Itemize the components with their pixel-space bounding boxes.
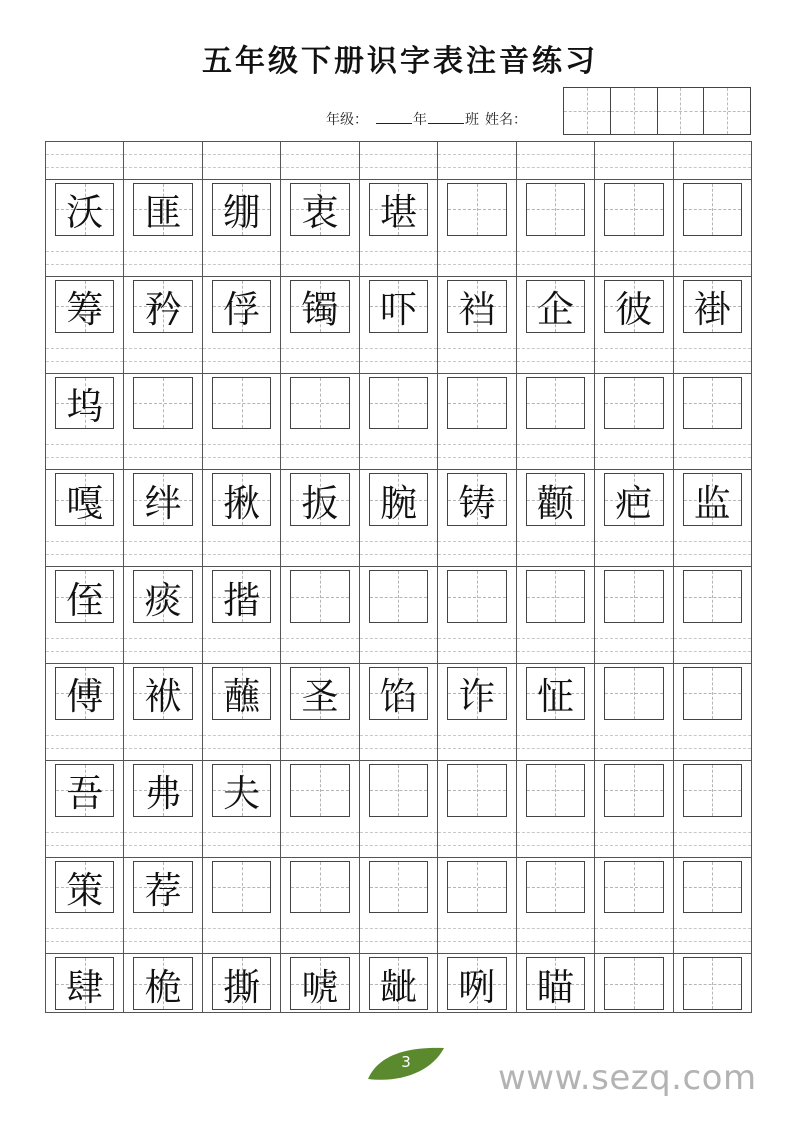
hanzi-character: 揪 <box>223 481 261 525</box>
character-cell <box>595 954 673 1013</box>
hanzi-character: 桅 <box>144 965 182 1009</box>
pinyin-cell[interactable] <box>517 723 595 760</box>
practice-row <box>46 626 751 723</box>
pinyin-cell[interactable] <box>360 626 438 663</box>
hanzi-character: 诈 <box>458 675 496 719</box>
hanzi-character <box>203 858 280 917</box>
character-row <box>46 664 751 723</box>
student-info-line <box>326 109 527 129</box>
pinyin-cell[interactable] <box>46 142 124 179</box>
practice-row <box>46 432 751 529</box>
character-cell <box>517 470 595 529</box>
hanzi-character: 颧 <box>536 481 574 525</box>
pinyin-cell[interactable] <box>203 432 281 469</box>
pinyin-cell[interactable] <box>595 336 673 373</box>
character-cell <box>281 761 359 820</box>
pinyin-cell[interactable] <box>438 916 516 953</box>
hanzi-character <box>360 374 437 433</box>
pinyin-cell[interactable] <box>203 916 281 953</box>
hanzi-character <box>674 567 751 626</box>
character-cell <box>438 761 516 820</box>
pinyin-cell[interactable] <box>674 916 751 953</box>
character-cell <box>281 470 359 529</box>
pinyin-cell[interactable] <box>674 820 751 857</box>
pinyin-cell[interactable] <box>124 142 202 179</box>
pinyin-row <box>46 529 751 567</box>
hanzi-character <box>281 567 358 626</box>
character-cell <box>674 277 751 336</box>
hanzi-character <box>281 858 358 917</box>
character-cell <box>595 664 673 723</box>
hanzi-character <box>517 567 594 626</box>
hanzi-character <box>517 858 594 917</box>
pinyin-row <box>46 820 751 858</box>
hanzi-character <box>595 180 672 239</box>
pinyin-row <box>46 432 751 470</box>
pinyin-cell[interactable] <box>46 626 124 663</box>
pinyin-cell[interactable] <box>595 820 673 857</box>
pinyin-cell[interactable] <box>674 626 751 663</box>
character-cell <box>674 374 751 433</box>
character-cell <box>281 664 359 723</box>
pinyin-cell[interactable] <box>438 626 516 663</box>
character-cell <box>674 664 751 723</box>
character-row <box>46 374 751 433</box>
hanzi-character: 咧 <box>458 965 496 1009</box>
character-cell <box>360 180 438 239</box>
pinyin-cell[interactable] <box>595 239 673 276</box>
character-cell <box>674 180 751 239</box>
pinyin-cell[interactable] <box>517 239 595 276</box>
pinyin-cell[interactable] <box>124 239 202 276</box>
class-blank[interactable] <box>428 109 464 124</box>
pinyin-cell[interactable] <box>281 626 359 663</box>
character-cell <box>438 954 516 1013</box>
hanzi-character: 弗 <box>144 772 182 816</box>
hanzi-character <box>595 954 672 1013</box>
pinyin-cell[interactable] <box>46 239 124 276</box>
hanzi-character: 筹 <box>66 288 104 332</box>
hanzi-character: 揩 <box>223 578 261 622</box>
character-cell <box>595 180 673 239</box>
hanzi-character: 圣 <box>301 675 339 719</box>
character-cell <box>203 180 281 239</box>
pinyin-cell[interactable] <box>124 529 202 566</box>
pinyin-cell[interactable] <box>46 336 124 373</box>
hanzi-character: 坞 <box>66 384 104 428</box>
pinyin-cell[interactable] <box>438 432 516 469</box>
hanzi-character: 裆 <box>458 288 496 332</box>
character-cell <box>281 858 359 917</box>
character-cell <box>674 567 751 626</box>
hanzi-character: 唬 <box>301 965 339 1009</box>
pinyin-cell[interactable] <box>46 432 124 469</box>
hanzi-character: 镯 <box>301 288 339 332</box>
hanzi-character <box>674 374 751 433</box>
hanzi-character <box>595 858 672 917</box>
pinyin-cell[interactable] <box>203 723 281 760</box>
hanzi-character <box>595 374 672 433</box>
pinyin-cell[interactable] <box>281 336 359 373</box>
hanzi-character <box>674 858 751 917</box>
character-row <box>46 180 751 239</box>
page-number: 3 <box>401 1053 411 1071</box>
pinyin-cell[interactable] <box>281 142 359 179</box>
character-cell <box>360 761 438 820</box>
hanzi-character: 嘎 <box>66 481 104 525</box>
character-cell <box>124 664 202 723</box>
character-cell <box>281 374 359 433</box>
pinyin-cell[interactable] <box>203 239 281 276</box>
pinyin-cell[interactable] <box>595 142 673 179</box>
hanzi-character: 肆 <box>66 965 104 1009</box>
hanzi-character <box>438 761 515 820</box>
pinyin-cell[interactable] <box>203 820 281 857</box>
character-cell <box>517 664 595 723</box>
practice-row <box>46 239 751 336</box>
pinyin-cell[interactable] <box>595 723 673 760</box>
pinyin-row <box>46 336 751 374</box>
character-cell <box>517 567 595 626</box>
character-cell <box>281 277 359 336</box>
character-cell <box>360 567 438 626</box>
character-cell <box>438 374 516 433</box>
name-box[interactable] <box>564 88 611 134</box>
character-row <box>46 761 751 820</box>
character-cell <box>124 180 202 239</box>
hanzi-character <box>438 180 515 239</box>
character-cell <box>46 858 124 917</box>
character-cell <box>517 858 595 917</box>
name-box[interactable] <box>704 88 750 134</box>
practice-row <box>46 916 751 1013</box>
character-cell <box>203 374 281 433</box>
character-cell <box>203 470 281 529</box>
grade-label: 年级： <box>326 112 368 128</box>
hanzi-character <box>438 374 515 433</box>
pinyin-cell[interactable] <box>674 529 751 566</box>
character-cell <box>438 567 516 626</box>
pinyin-row <box>46 626 751 664</box>
pinyin-row <box>46 723 751 761</box>
pinyin-cell[interactable] <box>360 432 438 469</box>
pinyin-cell[interactable] <box>438 142 516 179</box>
character-cell <box>46 761 124 820</box>
hanzi-character <box>674 761 751 820</box>
pinyin-cell[interactable] <box>360 916 438 953</box>
character-cell <box>203 567 281 626</box>
character-cell <box>517 277 595 336</box>
pinyin-row <box>46 916 751 954</box>
character-cell <box>46 277 124 336</box>
character-cell <box>674 954 751 1013</box>
practice-row <box>46 142 751 239</box>
hanzi-character: 瞄 <box>536 965 574 1009</box>
hanzi-character: 撕 <box>223 965 261 1009</box>
pinyin-cell[interactable] <box>517 529 595 566</box>
pinyin-cell[interactable] <box>360 820 438 857</box>
hanzi-character <box>674 180 751 239</box>
character-cell <box>595 761 673 820</box>
pinyin-cell[interactable] <box>360 529 438 566</box>
pinyin-cell[interactable] <box>595 432 673 469</box>
character-cell <box>438 470 516 529</box>
hanzi-character: 吾 <box>66 772 104 816</box>
character-row <box>46 470 751 529</box>
pinyin-cell[interactable] <box>517 820 595 857</box>
hanzi-character <box>360 761 437 820</box>
hanzi-character: 褂 <box>693 288 731 332</box>
hanzi-character <box>281 761 358 820</box>
character-cell <box>595 374 673 433</box>
practice-row <box>46 529 751 626</box>
hanzi-character <box>517 180 594 239</box>
pinyin-cell[interactable] <box>438 239 516 276</box>
hanzi-character <box>517 374 594 433</box>
pinyin-cell[interactable] <box>46 529 124 566</box>
hanzi-character: 扳 <box>301 481 339 525</box>
pinyin-cell[interactable] <box>46 723 124 760</box>
pinyin-cell[interactable] <box>674 336 751 373</box>
name-writing-boxes[interactable] <box>563 87 751 135</box>
hanzi-character <box>360 858 437 917</box>
hanzi-character: 怔 <box>536 675 574 719</box>
pinyin-cell[interactable] <box>281 820 359 857</box>
hanzi-character: 铸 <box>458 481 496 525</box>
page-number-badge <box>366 1045 446 1083</box>
character-cell <box>203 858 281 917</box>
character-cell <box>281 180 359 239</box>
pinyin-cell[interactable] <box>360 142 438 179</box>
character-cell <box>46 374 124 433</box>
hanzi-character: 痰 <box>144 578 182 622</box>
pinyin-cell[interactable] <box>281 723 359 760</box>
grade-blank[interactable] <box>376 109 412 124</box>
hanzi-character <box>281 374 358 433</box>
hanzi-character: 吓 <box>379 288 417 332</box>
character-row <box>46 954 751 1013</box>
character-cell <box>124 761 202 820</box>
hanzi-character: 傅 <box>66 675 104 719</box>
character-cell <box>595 567 673 626</box>
pinyin-cell[interactable] <box>281 432 359 469</box>
pinyin-cell[interactable] <box>438 529 516 566</box>
hanzi-character: 袱 <box>144 675 182 719</box>
hanzi-character <box>595 567 672 626</box>
hanzi-character <box>438 858 515 917</box>
character-cell <box>360 374 438 433</box>
character-cell <box>124 567 202 626</box>
hanzi-character: 荐 <box>144 868 182 912</box>
pinyin-cell[interactable] <box>360 723 438 760</box>
hanzi-character: 匪 <box>144 191 182 235</box>
hanzi-character <box>124 374 201 433</box>
character-cell <box>46 180 124 239</box>
hanzi-character: 腕 <box>379 481 417 525</box>
hanzi-character <box>595 664 672 723</box>
hanzi-character: 绷 <box>223 191 261 235</box>
pinyin-cell[interactable] <box>674 239 751 276</box>
character-cell <box>360 954 438 1013</box>
hanzi-character <box>438 567 515 626</box>
character-cell <box>46 470 124 529</box>
page-title: 五年级下册识字表注音练习 <box>202 44 598 79</box>
pinyin-cell[interactable] <box>281 916 359 953</box>
hanzi-character <box>674 954 751 1013</box>
pinyin-cell[interactable] <box>517 142 595 179</box>
hanzi-character <box>360 567 437 626</box>
practice-row <box>46 336 751 433</box>
practice-row <box>46 723 751 820</box>
pinyin-cell[interactable] <box>517 916 595 953</box>
name-box[interactable] <box>658 88 705 134</box>
pinyin-cell[interactable] <box>438 820 516 857</box>
hanzi-character: 侄 <box>66 578 104 622</box>
character-cell <box>438 664 516 723</box>
character-cell <box>674 470 751 529</box>
character-cell <box>438 858 516 917</box>
pinyin-cell[interactable] <box>124 820 202 857</box>
character-cell <box>124 374 202 433</box>
character-row <box>46 567 751 626</box>
hanzi-character: 衷 <box>301 191 339 235</box>
character-cell <box>203 277 281 336</box>
name-label: 姓名： <box>485 112 527 128</box>
pinyin-row <box>46 239 751 277</box>
hanzi-character: 彼 <box>615 288 653 332</box>
character-cell <box>203 954 281 1013</box>
character-cell <box>360 858 438 917</box>
pinyin-cell[interactable] <box>124 723 202 760</box>
character-cell <box>674 761 751 820</box>
pinyin-cell[interactable] <box>281 239 359 276</box>
hanzi-character: 夫 <box>223 772 261 816</box>
watermark-url: www.sezq.com <box>498 1058 757 1098</box>
pinyin-cell[interactable] <box>674 432 751 469</box>
pinyin-cell[interactable] <box>438 723 516 760</box>
pinyin-cell[interactable] <box>124 626 202 663</box>
character-row <box>46 277 751 336</box>
pinyin-cell[interactable] <box>438 336 516 373</box>
pinyin-cell[interactable] <box>46 916 124 953</box>
character-cell <box>517 180 595 239</box>
hanzi-character: 馅 <box>379 675 417 719</box>
pinyin-cell[interactable] <box>517 432 595 469</box>
character-cell <box>124 858 202 917</box>
character-cell <box>517 761 595 820</box>
character-cell <box>438 277 516 336</box>
character-cell <box>203 664 281 723</box>
character-cell <box>124 954 202 1013</box>
hanzi-character <box>517 761 594 820</box>
pinyin-cell[interactable] <box>595 529 673 566</box>
hanzi-character: 俘 <box>223 288 261 332</box>
hanzi-character: 企 <box>536 288 574 332</box>
hanzi-character: 矜 <box>144 288 182 332</box>
character-cell <box>595 277 673 336</box>
character-cell <box>438 180 516 239</box>
pinyin-cell[interactable] <box>674 142 751 179</box>
character-cell <box>517 954 595 1013</box>
character-cell <box>517 374 595 433</box>
hanzi-character: 绊 <box>144 481 182 525</box>
character-cell <box>360 277 438 336</box>
character-row <box>46 858 751 917</box>
practice-grid <box>45 141 752 1013</box>
year-label: 年 <box>413 112 427 128</box>
pinyin-cell[interactable] <box>674 723 751 760</box>
character-cell <box>595 470 673 529</box>
pinyin-cell[interactable] <box>124 336 202 373</box>
character-cell <box>360 664 438 723</box>
hanzi-character: 疤 <box>615 481 653 525</box>
pinyin-cell[interactable] <box>595 916 673 953</box>
character-cell <box>281 567 359 626</box>
pinyin-cell[interactable] <box>517 336 595 373</box>
hanzi-character: 龇 <box>379 965 417 1009</box>
pinyin-cell[interactable] <box>203 626 281 663</box>
character-cell <box>674 858 751 917</box>
character-cell <box>281 954 359 1013</box>
pinyin-cell[interactable] <box>46 820 124 857</box>
pinyin-cell[interactable] <box>124 916 202 953</box>
character-cell <box>46 954 124 1013</box>
pinyin-cell[interactable] <box>360 336 438 373</box>
character-cell <box>46 664 124 723</box>
pinyin-cell[interactable] <box>517 626 595 663</box>
character-cell <box>595 858 673 917</box>
pinyin-cell[interactable] <box>203 529 281 566</box>
pinyin-cell[interactable] <box>124 432 202 469</box>
character-cell <box>124 470 202 529</box>
hanzi-character <box>674 664 751 723</box>
pinyin-cell[interactable] <box>281 529 359 566</box>
character-cell <box>124 277 202 336</box>
hanzi-character <box>203 374 280 433</box>
character-cell <box>46 567 124 626</box>
hanzi-character <box>595 761 672 820</box>
character-cell <box>360 470 438 529</box>
pinyin-row <box>46 142 751 180</box>
hanzi-character: 沃 <box>66 191 104 235</box>
pinyin-cell[interactable] <box>595 626 673 663</box>
hanzi-character: 堪 <box>379 191 417 235</box>
class-label: 班 <box>465 112 479 128</box>
character-cell <box>203 761 281 820</box>
pinyin-cell[interactable] <box>203 142 281 179</box>
pinyin-cell[interactable] <box>203 336 281 373</box>
practice-row <box>46 820 751 917</box>
hanzi-character: 监 <box>693 481 731 525</box>
name-box[interactable] <box>611 88 658 134</box>
pinyin-cell[interactable] <box>360 239 438 276</box>
hanzi-character: 策 <box>66 868 104 912</box>
hanzi-character: 蘸 <box>223 675 261 719</box>
